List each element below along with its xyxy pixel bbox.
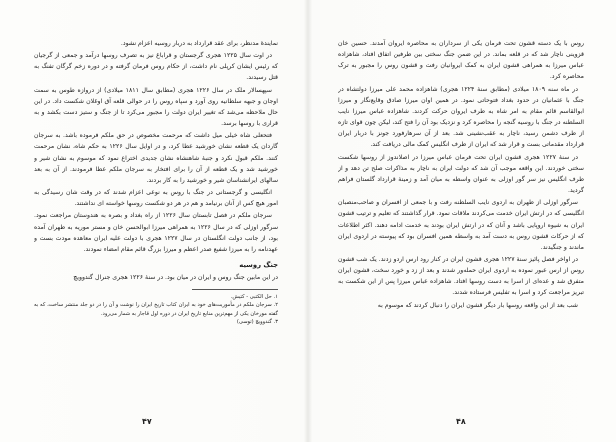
paragraph: سرجان ملکم در فصل تابستان سال ۱۲۲۶ از راه بغداد و بصره به هندوستان مراجعت نمود. سرگور اوزلی که در سال ۱۲۲۶ به همراهی میرزا ابوالحسن خان و مستر موریه به طهران آمده بود، از جانب دولت انگلستان در سال ۱۲۲۷ هجری با دولت علیه ایران معاهده مودت بست و عهدنامه را به میرزا شفیع صدر اعظم و میرزا بزرگ قائم مقام امضاء نمودند.: [34, 212, 278, 253]
paragraph: شب بعد از این واقعه روسها بار دیگر قشون ایران را دنبال کردند که موسوم به: [377, 301, 578, 309]
paragraph: در اواخر فصل پائیز سنهٔ ۱۲۲۷ هجری قشون ایران در کنار رود ارس اردو زدند. یک شب قشون روس از ارس عبور نموده به اردوی ایران حمله‌ور شدند و بعد از زد و خورد سخت، قشون ایران متفرق شد و عده‌ای از اسرا به دست روسها افتاد. شاهزاده عباس میرزا پس از این شکست به تبریز مراجعت کرد و اسرا به تفلیس فرستاده شدند.: [338, 255, 584, 297]
footnote: ۳. گندوویچ (توسی): [236, 318, 278, 325]
paragraph: نمایندۀ مدنظر، برای عقد قرارداد به دربار روسیه اعزام نشود.: [120, 40, 278, 47]
paragraph: روس با یک دسته قشون تحت فرمان یکی از سرداران به محاصره ایروان آمدند. حسین خان قزوینی ناچار شد که در قلعه بماند. در این ضمن جنگ سختی بین طرفین اتفاق افتاد، شاهزاده عباس میرزا به همراهی قشون ایران به کمک ایروانیان رفت و قشون روس را مجبور به ترک محاصره کرد.: [338, 40, 584, 81]
paragraph: در سنهٔ ۱۲۲۷ هجری قشون ایران تحت فرمان عباس میرزا در اصلاندوز از روسها شکست سختی خوردند. این واقعه موجب آن شد که دولت ایران به ناچار به مذاکرات صلح تن دهد و از طرف انگلیس نیز سر گور اوزلی به عنوان واسطه به میان آمد و زمینهٔ قرارداد گلستان فراهم گردید.: [338, 153, 584, 195]
paragraph: انگلیسی و گرجستانی در جنگ با روس به نوعی اعزام شدند که در وقت شان رسیدگی به امور هیچ کس از آنان برنیامد و هم در هر دو شکست روسها خواسته ای نداشتند.: [34, 189, 278, 208]
left-page-body: [34, 38, 278, 410]
paragraph: در اوت سال ۱۲۲۵ هجری گرجستان و قراباغ نیز به تصرف روسها درآمد و جمعی از گرجیان که رئیس ایشان کرپلی نام داشت، از حکام روس فرمان گرفته و در دوره زخم گرگان تفنگ به قتل رسیدند.: [34, 52, 278, 82]
footnotes: [34, 293, 278, 326]
page-number: ۴۸: [456, 417, 466, 426]
paragraph: سرگور اوزلی از طهران به اردوی نایب السلطنه رفت و با جمعی از افسران و صاحب‌منصبان انگلیسی که در ارتش ایران خدمت می‌کردند ملاقات نمود. قرار گذاشتند که تعلیم و ترتیب قشون ایران به شیوه اروپایی باشد و آنان که در ارتش ایران بودند به خدمت ادامه دهند. اکثر اطلاعات که از حرکات قشون روس به دست آمد به واسطه همین افسران بود که پیوسته در اردوی ایران ماندند و جنگیدند.: [338, 199, 584, 251]
right-page: [308, 0, 616, 442]
footnote: ۲. سرجان ملکم در مأموریت‌های خود به ایران کتاب تاریخ ایران را نوشت و آن را در دو جلد منتشر ساخت، که به گفته مورخان یکی از مهم‌ترین منابع تاریخ ایران در دوره اول قاجار به شمار می‌رود.: [34, 302, 278, 317]
paragraph: سپهسالار ملک در سال ۱۲۲۶ هجری (مطابق سال ۱۸۱۱ میلادی) از دروازه طوس به سمت اوجان و جبهه سلطانیه روی آورد و سپاه روس را در حوالی قلعه آق اوغلان شکست داد. در این حال ملاحظه می‌شد که تغییر ایران دولت را مجبور می‌کرد تا از جنگ و ستیز دست بکشد و به قراری با روسها برسد.: [34, 86, 278, 128]
section-heading: جنگ روسیه: [239, 260, 278, 269]
footnote-rule: [192, 289, 278, 290]
page-number: ۴۷: [142, 417, 152, 426]
paragraph: در این مابین جنگ روس و ایران در میان بود. در سنهٔ ۱۲۲۶ هجری جنرال گندوویچ: [73, 274, 278, 282]
right-page-body: [338, 38, 584, 410]
footnote: ۱. حل الکتبی - کتیش.: [230, 294, 278, 301]
paragraph: در ماه سنه ۱۸۰۹ میلادی (مطابق سنهٔ ۱۲۲۴ هجری) شاهزاده محمد علی میرزا دولتشاه در جنگ با عثمانیان در حدود بغداد فتوحاتی نمود. در همین اوان میرزا صادق وقایع‌نگار و میرزا ابوالقاسم قائم مقام به امر شاه به طرف ایروان حرکت کردند. شاهزاده عباس میرزا نایب السلطنه در جنگ با روسیه گنجه را محاصره کرد و نزدیک بود آن را فتح کند، لیکن چون قوای تازه از طرف دشمن رسید، ناچار به عقب‌نشینی شد. بعد از آن سرهارفورد جونز با دربار ایران قرارداد مقدماتی بست و قرار شد که ایران از طرف انگلیس کمک مالی دریافت کند.: [338, 85, 584, 149]
paragraph: فتحعلی شاه خیلی میل داشت که مرحمت مخصوص در حق ملکم فرموده باشد. به سرجان گاردان یک قطعه نشان خورشید عطا کرد، و در اوایل سال ۱۲۲۶ به حکم شاه، نشان مرحمت کنند. ملکم قبول نکرد و جنبهٔ شاهنشاه نشان جدیدی اختراع نمود که موسوم به نشان شیر و خورشید شد و یک قطعه از آن را برای افتخار به سرجان ملکم عطا فرمودند. از آن به بعد سالهای ایرانشناسان شیر و خورشید را به کار بردند.: [34, 132, 278, 184]
